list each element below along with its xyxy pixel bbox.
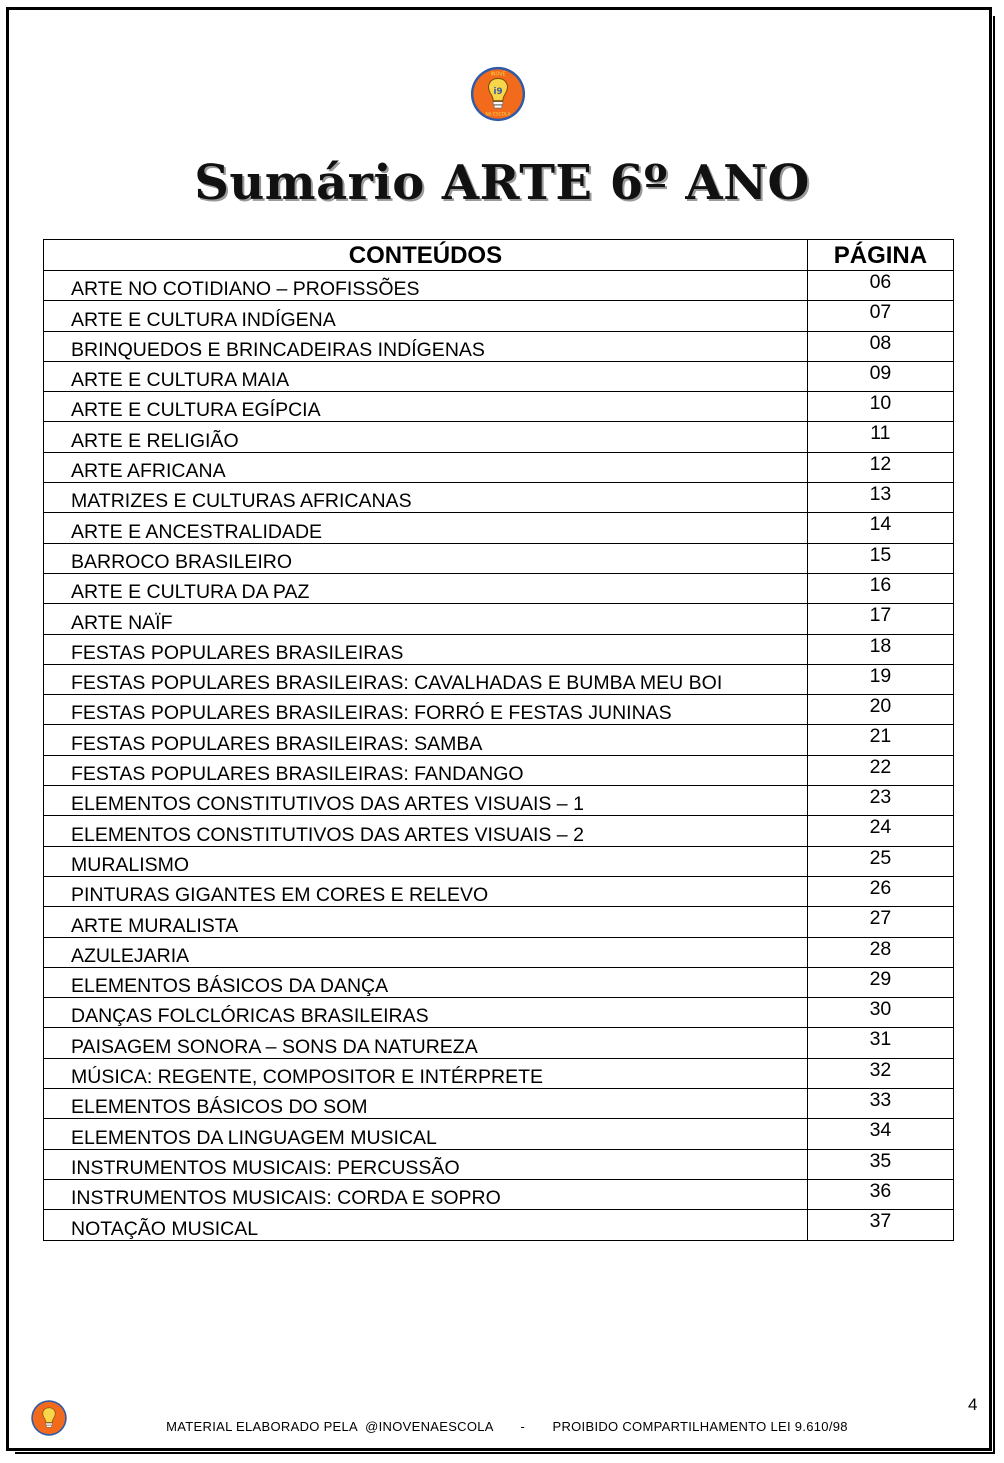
content-cell: ARTE E CULTURA DA PAZ xyxy=(44,573,808,603)
table-row xyxy=(44,695,954,725)
content-cell: MATRIZES E CULTURAS AFRICANAS xyxy=(44,483,808,513)
table-row xyxy=(44,573,954,603)
page-cell: 36 xyxy=(807,1179,953,1209)
table-row xyxy=(44,937,954,967)
page-cell: 15 xyxy=(807,543,953,573)
page-cell: 13 xyxy=(807,483,953,513)
content-cell: FESTAS POPULARES BRASILEIRAS: SAMBA xyxy=(44,725,808,755)
content-cell: ARTE NAÏF xyxy=(44,604,808,634)
content-cell: ARTE E ANCESTRALIDADE xyxy=(44,513,808,543)
content-cell: ARTE NO COTIDIANO – PROFISSÕES xyxy=(44,271,808,301)
table-row xyxy=(44,422,954,452)
table-row xyxy=(44,1089,954,1119)
page-cell: 06 xyxy=(807,271,953,301)
content-cell: ELEMENTOS CONSTITUTIVOS DAS ARTES VISUAIS – 1 xyxy=(44,786,808,816)
logo-top-text: INOVE xyxy=(490,72,506,78)
table-row xyxy=(44,1179,954,1209)
page-cell: 17 xyxy=(807,604,953,634)
table-row xyxy=(44,907,954,937)
page-cell: 20 xyxy=(807,695,953,725)
content-cell: BARROCO BRASILEIRO xyxy=(44,543,808,573)
content-cell: ARTE E CULTURA EGÍPCIA xyxy=(44,392,808,422)
table-row xyxy=(44,452,954,482)
table-row xyxy=(44,664,954,694)
footer-copyright: PROIBIDO COMPARTILHAMENTO LEI 9.610/98 xyxy=(552,1419,848,1434)
table-row xyxy=(44,1119,954,1149)
content-cell: INSTRUMENTOS MUSICAIS: CORDA E SOPRO xyxy=(44,1179,808,1209)
table-row xyxy=(44,846,954,876)
content-cell: ARTE E CULTURA INDÍGENA xyxy=(44,301,808,331)
page-cell: 21 xyxy=(807,725,953,755)
table-row xyxy=(44,1028,954,1058)
table-row xyxy=(44,1149,954,1179)
page-cell: 33 xyxy=(807,1089,953,1119)
table-row xyxy=(44,483,954,513)
table-row xyxy=(44,1058,954,1088)
logo-mark: i9 xyxy=(493,87,503,97)
table-row xyxy=(44,967,954,997)
page-cell: 10 xyxy=(807,392,953,422)
table-row xyxy=(44,725,954,755)
content-cell: PAISAGEM SONORA – SONS DA NATUREZA xyxy=(44,1028,808,1058)
page-cell: 32 xyxy=(807,1058,953,1088)
page-cell: 23 xyxy=(807,786,953,816)
lightbulb-logo-icon xyxy=(469,65,527,123)
logo-bottom-text: NA ESCOLA xyxy=(485,112,511,118)
content-cell: FESTAS POPULARES BRASILEIRAS xyxy=(44,634,808,664)
footer-credit: MATERIAL ELABORADO PELA @INOVENAESCOLA xyxy=(166,1419,494,1434)
content-cell: ARTE E CULTURA MAIA xyxy=(44,361,808,391)
table-row xyxy=(44,361,954,391)
content-cell: ELEMENTOS DA LINGUAGEM MUSICAL xyxy=(44,1119,808,1149)
content-cell: ARTE E RELIGIÃO xyxy=(44,422,808,452)
page-cell: 31 xyxy=(807,1028,953,1058)
page-cell: 24 xyxy=(807,816,953,846)
content-cell: BRINQUEDOS E BRINCADEIRAS INDÍGENAS xyxy=(44,331,808,361)
content-cell: ARTE MURALISTA xyxy=(44,907,808,937)
page-cell: 29 xyxy=(807,967,953,997)
table-row xyxy=(44,331,954,361)
contents-table-body xyxy=(44,271,954,1241)
table-row xyxy=(44,998,954,1028)
page-cell: 35 xyxy=(807,1149,953,1179)
page-cell: 18 xyxy=(807,634,953,664)
content-cell: ELEMENTOS CONSTITUTIVOS DAS ARTES VISUAIS – 2 xyxy=(44,816,808,846)
content-cell: AZULEJARIA xyxy=(44,937,808,967)
table-row xyxy=(44,876,954,906)
table-row xyxy=(44,271,954,301)
page-cell: 30 xyxy=(807,998,953,1028)
page-cell: 16 xyxy=(807,573,953,603)
content-cell: INSTRUMENTOS MUSICAIS: PERCUSSÃO xyxy=(44,1149,808,1179)
footer-notice xyxy=(0,1419,1004,1434)
page-cell: 27 xyxy=(807,907,953,937)
content-column-header: CONTEÚDOS xyxy=(44,240,808,271)
contents-table xyxy=(43,239,954,1241)
table-row xyxy=(44,392,954,422)
table-row xyxy=(44,604,954,634)
content-cell: FESTAS POPULARES BRASILEIRAS: FORRÓ E FESTAS JUNINAS xyxy=(44,695,808,725)
page-cell: 11 xyxy=(807,422,953,452)
page-cell: 28 xyxy=(807,937,953,967)
table-header-row xyxy=(44,240,954,271)
page-cell: 37 xyxy=(807,1210,953,1240)
page-cell: 08 xyxy=(807,331,953,361)
page-cell: 22 xyxy=(807,755,953,785)
page-column-header: PÁGINA xyxy=(807,240,953,271)
content-cell: FESTAS POPULARES BRASILEIRAS: CAVALHADAS E BUMBA MEU BOI xyxy=(44,664,808,694)
page-cell: 09 xyxy=(807,361,953,391)
page-cell: 34 xyxy=(807,1119,953,1149)
content-cell: NOTAÇÃO MUSICAL xyxy=(44,1210,808,1240)
content-cell: MÚSICA: REGENTE, COMPOSITOR E INTÉRPRETE xyxy=(44,1058,808,1088)
table-row xyxy=(44,1210,954,1240)
table-row xyxy=(44,634,954,664)
table-row xyxy=(44,755,954,785)
table-row xyxy=(44,816,954,846)
content-cell: ELEMENTOS BÁSICOS DA DANÇA xyxy=(44,967,808,997)
content-cell: PINTURAS GIGANTES EM CORES E RELEVO xyxy=(44,876,808,906)
page-cell: 12 xyxy=(807,452,953,482)
page-cell: 07 xyxy=(807,301,953,331)
page-cell: 25 xyxy=(807,846,953,876)
table-row xyxy=(44,786,954,816)
content-cell: MURALISMO xyxy=(44,846,808,876)
page-cell: 14 xyxy=(807,513,953,543)
content-cell: FESTAS POPULARES BRASILEIRAS: FANDANGO xyxy=(44,755,808,785)
footer-separator: - xyxy=(520,1419,526,1434)
table-row xyxy=(44,301,954,331)
content-cell: ELEMENTOS BÁSICOS DO SOM xyxy=(44,1089,808,1119)
page-cell: 19 xyxy=(807,664,953,694)
content-cell: DANÇAS FOLCLÓRICAS BRASILEIRAS xyxy=(44,998,808,1028)
table-row xyxy=(44,543,954,573)
page-title: Sumário ARTE 6º ANO xyxy=(194,155,810,211)
page-cell: 26 xyxy=(807,876,953,906)
page-number: 4 xyxy=(968,1395,978,1414)
content-cell: ARTE AFRICANA xyxy=(44,452,808,482)
table-row xyxy=(44,513,954,543)
